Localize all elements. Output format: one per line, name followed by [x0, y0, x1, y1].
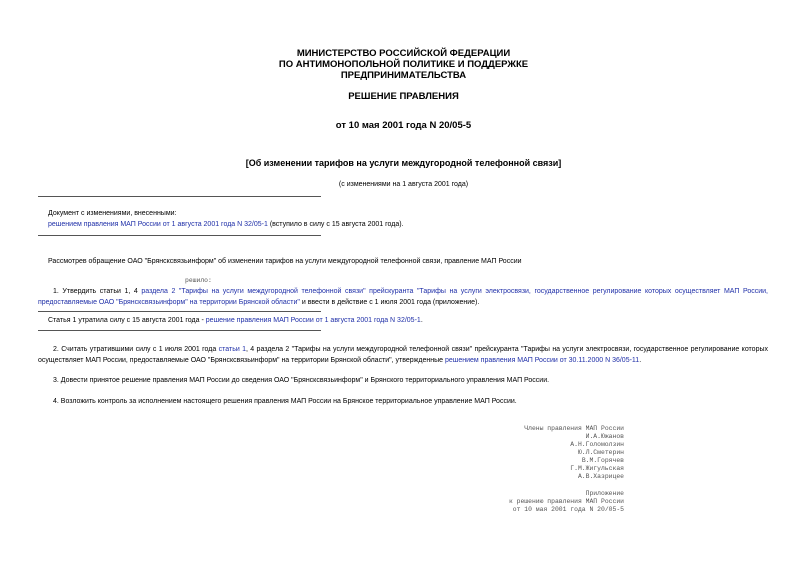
changes-suffix: (вступило в силу с 15 августа 2001 года).: [267, 221, 404, 228]
decision-date: от 10 мая 2001 года N 20/05-5: [335, 120, 472, 131]
item-2-link-decision[interactable]: решением правления МАП России от 30.11.2000 N 36/05-11: [444, 357, 640, 364]
resolved-label: решило:: [185, 277, 212, 284]
ministry-line-3: ПРЕДПРИНИМАТЕЛЬСТВА: [340, 70, 467, 81]
divider-lapse-top: [38, 311, 321, 312]
item-4: 4. Возложить контроль за исполнением настоящего решения правления МАП России на Брянское территориальное управление МАП России.: [53, 398, 517, 405]
appendix-block: [400, 490, 624, 514]
ministry-line-1: МИНИСТЕРСТВО РОССИЙСКОЙ ФЕДЕРАЦИИ: [296, 48, 511, 59]
document-title: [Об изменении тарифов на услуги междугородной телефонной связи]: [245, 158, 562, 168]
appendix-line-3: от 10 мая 2001 года N 20/05-5: [512, 506, 624, 513]
signature-name: А.В.Хазрицее: [577, 473, 624, 480]
lapse-text: Статья 1 утратила силу с 15 августа 2001 года -: [48, 317, 206, 324]
item-2-part-2: , 4 раздела 2 "Тарифы на услуги междугородной телефонной связи" прейскуранта "Тарифы на услуги электросвязи, государственное регулирование которых осуществляет МАП России, предоставляемые ОАО "Брянсксвязьинформ" на территории Брянской области", утвержденные: [38, 346, 768, 364]
item-2-part-3: .: [639, 357, 642, 364]
changes-line: [48, 219, 768, 230]
item-1-link[interactable]: раздела 2 "Тарифы на услуги междугородной телефонной связи" прейскуранта "Тарифы на услуги электросвязи, государственное регулирование которых осуществляет МАП России, предоставляемые ОАО "Брянсксвязьинформ" на территории Брянской области": [38, 288, 769, 306]
changes-link[interactable]: решением правления МАП России от 1 августа 2001 года N 32/05-1: [48, 221, 268, 228]
signatures: [400, 425, 624, 481]
changes-note: [48, 208, 768, 230]
item-1: [38, 286, 768, 308]
divider-top: [38, 196, 321, 197]
lapse-link[interactable]: решение правления МАП России от 1 августа 2001 года N 32/05-1: [205, 317, 421, 324]
divider-changes: [38, 235, 321, 236]
item-2: [38, 344, 768, 366]
item-1-suffix: и ввести в действие с 1 июля 2001 года (приложение).: [299, 299, 480, 306]
signature-name: В.М.Горячев: [581, 457, 624, 464]
signature-name: Г.М.Жигульская: [570, 465, 624, 472]
signature-name: И.А.Южанов: [585, 433, 624, 440]
divider-lapse-bottom: [38, 330, 321, 331]
appendix-line-1: Приложение: [585, 490, 624, 497]
preamble: Рассмотрев обращение ОАО "Брянсксвязьинформ" об изменении тарифов на услуги междугородной телефонной связи, правление МАП России: [48, 258, 522, 265]
item-1-prefix: 1. Утвердить статьи 1, 4: [53, 288, 142, 295]
appendix-line-2: к решению правления МАП России: [508, 498, 624, 505]
item-3: 3. Довести принятое решение правления МАП России до сведения ОАО "Брянсксвязьинформ" и Брянского территориального управления МАП России.: [53, 377, 550, 384]
lapse-note: [48, 315, 768, 326]
signature-name: Ю.Л.Сметерин: [577, 449, 624, 456]
decision-heading: РЕШЕНИЕ ПРАВЛЕНИЯ: [348, 91, 459, 102]
ministry-line-2: ПО АНТИМОНОПОЛЬНОЙ ПОЛИТИКЕ И ПОДДЕРЖКЕ: [278, 59, 529, 70]
signatures-title: Члены правления МАП России: [524, 425, 624, 432]
item-2-link-articles[interactable]: статьи 1: [218, 346, 247, 353]
changes-label: Документ с изменениями, внесенными:: [48, 210, 177, 217]
lapse-end: .: [420, 317, 423, 324]
document-subtitle: (с изменениями на 1 августа 2001 года): [338, 181, 469, 188]
item-2-part-1: 2. Считать утратившими силу с 1 июля 2001 года: [53, 346, 219, 353]
signature-name: А.Н.Голомолзин: [570, 441, 624, 448]
